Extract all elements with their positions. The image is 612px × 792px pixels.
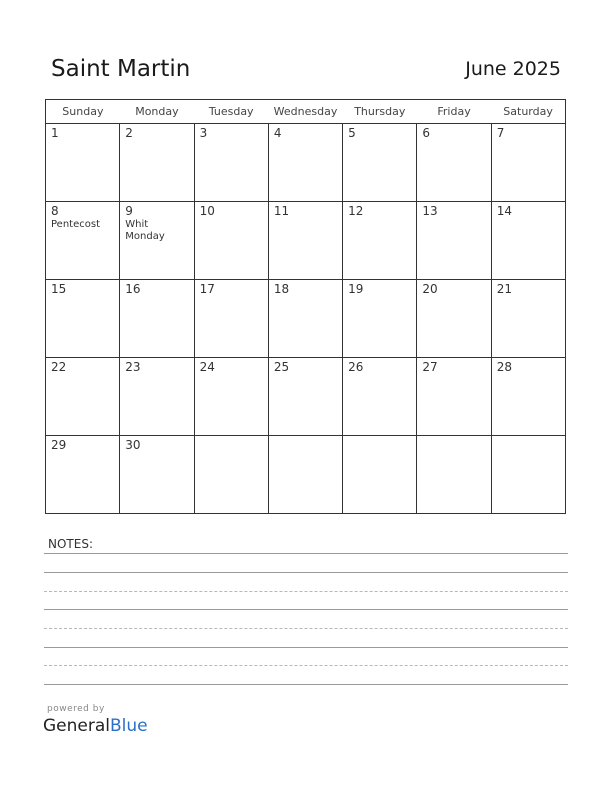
calendar-day-cell (491, 358, 565, 436)
calendar-day-cell (417, 202, 491, 280)
day-number: 17 (199, 282, 215, 296)
calendar-day-cell (268, 124, 342, 202)
calendar-day-cell (417, 436, 491, 514)
calendar-day-cell (268, 436, 342, 514)
calendar-day-cell (46, 436, 120, 514)
calendar-day-cell (120, 202, 194, 280)
calendar-week-row (46, 124, 566, 202)
note-line (44, 665, 568, 666)
notes-label: NOTES: (48, 537, 93, 551)
day-number (417, 436, 490, 438)
brand-blue: Blue (110, 716, 148, 736)
note-line (44, 609, 568, 610)
note-line (44, 628, 568, 629)
weekday-sunday: Sunday (46, 100, 120, 124)
calendar-day-cell (194, 358, 268, 436)
day-number: 29 (51, 438, 67, 452)
calendar-day-cell (491, 280, 565, 358)
calendar-day-cell (491, 202, 565, 280)
calendar-day-cell (343, 358, 417, 436)
day-number: 4 (273, 126, 282, 140)
day-number: 13 (422, 204, 438, 218)
day-number: 27 (422, 360, 438, 374)
note-line (44, 684, 568, 685)
calendar-grid (45, 99, 566, 514)
calendar-week-row (46, 280, 566, 358)
day-number: 28 (496, 360, 512, 374)
day-number: 22 (51, 360, 67, 374)
calendar-day-cell (343, 202, 417, 280)
calendar-week-row (46, 436, 566, 514)
calendar-day-cell (268, 280, 342, 358)
calendar-day-cell (491, 436, 565, 514)
calendar-day-cell (120, 280, 194, 358)
day-number (195, 436, 268, 438)
note-line (44, 591, 568, 592)
generalblue-logo (43, 716, 148, 736)
day-number: 20 (422, 282, 438, 296)
calendar-day-cell (417, 280, 491, 358)
weekday-header-row (46, 100, 566, 124)
day-number: 1 (51, 126, 59, 140)
calendar-week-row (46, 202, 566, 280)
powered-by-text: powered by (47, 704, 105, 714)
day-number: 23 (125, 360, 141, 374)
day-number: 10 (199, 204, 215, 218)
calendar-week-row (46, 358, 566, 436)
day-number (492, 436, 565, 438)
day-number: 24 (199, 360, 215, 374)
day-number: 15 (51, 282, 67, 296)
day-number: 2 (125, 126, 133, 140)
day-number: 14 (496, 204, 512, 218)
day-number: 18 (273, 282, 290, 296)
day-number: 16 (125, 282, 141, 296)
calendar-day-cell (194, 124, 268, 202)
calendar-day-cell (46, 280, 120, 358)
day-number: 6 (422, 126, 431, 140)
calendar-day-cell (417, 358, 491, 436)
day-number (343, 436, 416, 438)
calendar-day-cell (343, 124, 417, 202)
calendar-day-cell (343, 436, 417, 514)
calendar-day-cell (268, 358, 342, 436)
day-number: 3 (199, 126, 208, 140)
calendar-title: Saint Martin (51, 56, 191, 82)
day-number: 8 (51, 204, 59, 218)
calendar-day-cell (194, 202, 268, 280)
weekday-monday: Monday (120, 100, 194, 124)
weekday-saturday: Saturday (491, 100, 565, 124)
calendar-day-cell (268, 202, 342, 280)
calendar-month: June 2025 (465, 58, 561, 80)
day-number: 5 (348, 126, 356, 140)
calendar-day-cell (46, 202, 120, 280)
day-number: 26 (348, 360, 364, 374)
day-number: 25 (273, 360, 290, 374)
brand-general: General (43, 716, 110, 736)
day-number (269, 436, 342, 438)
day-number: 7 (496, 126, 505, 140)
calendar-day-cell (46, 358, 120, 436)
calendar-day-cell (194, 436, 268, 514)
calendar-day-cell (120, 436, 194, 514)
day-number: 9 (125, 204, 133, 218)
note-line (44, 572, 568, 573)
holiday-label: Pentecost (51, 219, 100, 230)
day-number: 30 (125, 438, 141, 452)
day-number: 21 (496, 282, 512, 296)
calendar-day-cell (343, 280, 417, 358)
calendar-day-cell (46, 124, 120, 202)
day-number: 11 (273, 204, 290, 218)
calendar-day-cell (120, 358, 194, 436)
day-number: 12 (348, 204, 364, 218)
weekday-wednesday: Wednesday (268, 100, 342, 124)
day-number: 19 (348, 282, 364, 296)
calendar-day-cell (417, 124, 491, 202)
calendar-day-cell (194, 280, 268, 358)
calendar-day-cell (120, 124, 194, 202)
calendar-day-cell (491, 124, 565, 202)
note-line (44, 647, 568, 648)
note-line (44, 553, 568, 554)
weekday-friday: Friday (417, 100, 491, 124)
holiday-label: Whit Monday (125, 219, 165, 242)
weekday-thursday: Thursday (343, 100, 417, 124)
weekday-tuesday: Tuesday (194, 100, 268, 124)
